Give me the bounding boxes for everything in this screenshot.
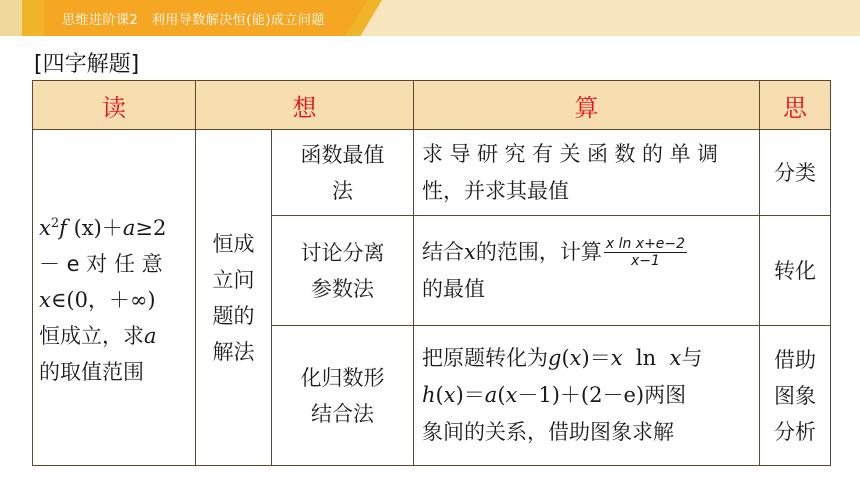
- calc-line: 性，并求其最值: [422, 178, 569, 203]
- calc-line: 象间的关系，借助图象求解: [422, 420, 674, 444]
- table-row: [33, 130, 831, 216]
- idea-cell-3: [760, 326, 831, 466]
- read-cell: [33, 130, 196, 466]
- header-banner: [0, 0, 860, 36]
- read-line-4: 恒成立，求a: [39, 323, 157, 348]
- calc-cell-3: [414, 326, 760, 466]
- method-line: 化归数形: [300, 365, 385, 390]
- read-line-3: x∈(0，＋∞): [39, 287, 156, 312]
- idea-cell-2: [760, 216, 831, 326]
- think-line: 恒成: [212, 231, 255, 256]
- method-cell-1: [272, 130, 414, 216]
- method-line: 函数最值: [300, 142, 385, 167]
- header-calc: 算: [414, 81, 760, 130]
- method-line: 法: [332, 178, 353, 203]
- method-line: 参数法: [311, 276, 374, 301]
- section-title: [四字解题]: [34, 52, 140, 77]
- idea-line: 分析: [774, 419, 816, 444]
- fraction: $\frac{\text{x ln x+e−2}}{x-1}$: [605, 236, 686, 269]
- calc-line: 的最值: [422, 276, 485, 301]
- table-header-row: [33, 81, 831, 130]
- idea-line: 借助: [774, 347, 816, 372]
- idea-cell-1: [760, 130, 831, 216]
- header-think: 想: [196, 81, 414, 130]
- idea-line: 图象: [774, 383, 816, 408]
- method-cell-3: [272, 326, 414, 466]
- think-line: 立问: [212, 267, 255, 292]
- read-line-1: $x^2f$ (x)＋a≥2: [39, 215, 167, 240]
- banner-stripe: [0, 0, 22, 36]
- idea-line: 转化: [774, 258, 816, 283]
- method-cell-2: [272, 216, 414, 326]
- method-line: 讨论分离: [300, 240, 385, 265]
- think-line: 题的: [212, 303, 255, 328]
- banner-title: 思维进阶课2 利用导数解决恒(能)成立问题: [62, 13, 325, 28]
- solution-table: [32, 80, 831, 466]
- header-idea: 思: [760, 81, 831, 130]
- think-line: 解法: [212, 339, 255, 364]
- think-cell: [196, 130, 272, 466]
- calc-line: 结合x的范围，计算 $\frac{\text{x ln x+e−2}}{x-1}$: [422, 236, 686, 269]
- header-read: 读: [33, 81, 196, 130]
- calc-line: h(x)＝a(x－1)＋(2－e)两图: [422, 383, 687, 407]
- calc-cell-1: [414, 130, 760, 216]
- calc-line: 把原题转化为g(x)＝x ln x与: [422, 346, 703, 370]
- read-line-5: 的取值范围: [39, 359, 144, 384]
- method-line: 结合法: [311, 401, 374, 426]
- calc-line: 求导研究有关函数的单调: [422, 141, 725, 166]
- read-line-2: － e 对 任 意: [39, 251, 163, 276]
- calc-cell-2: [414, 216, 760, 326]
- idea-line: 分类: [774, 160, 816, 185]
